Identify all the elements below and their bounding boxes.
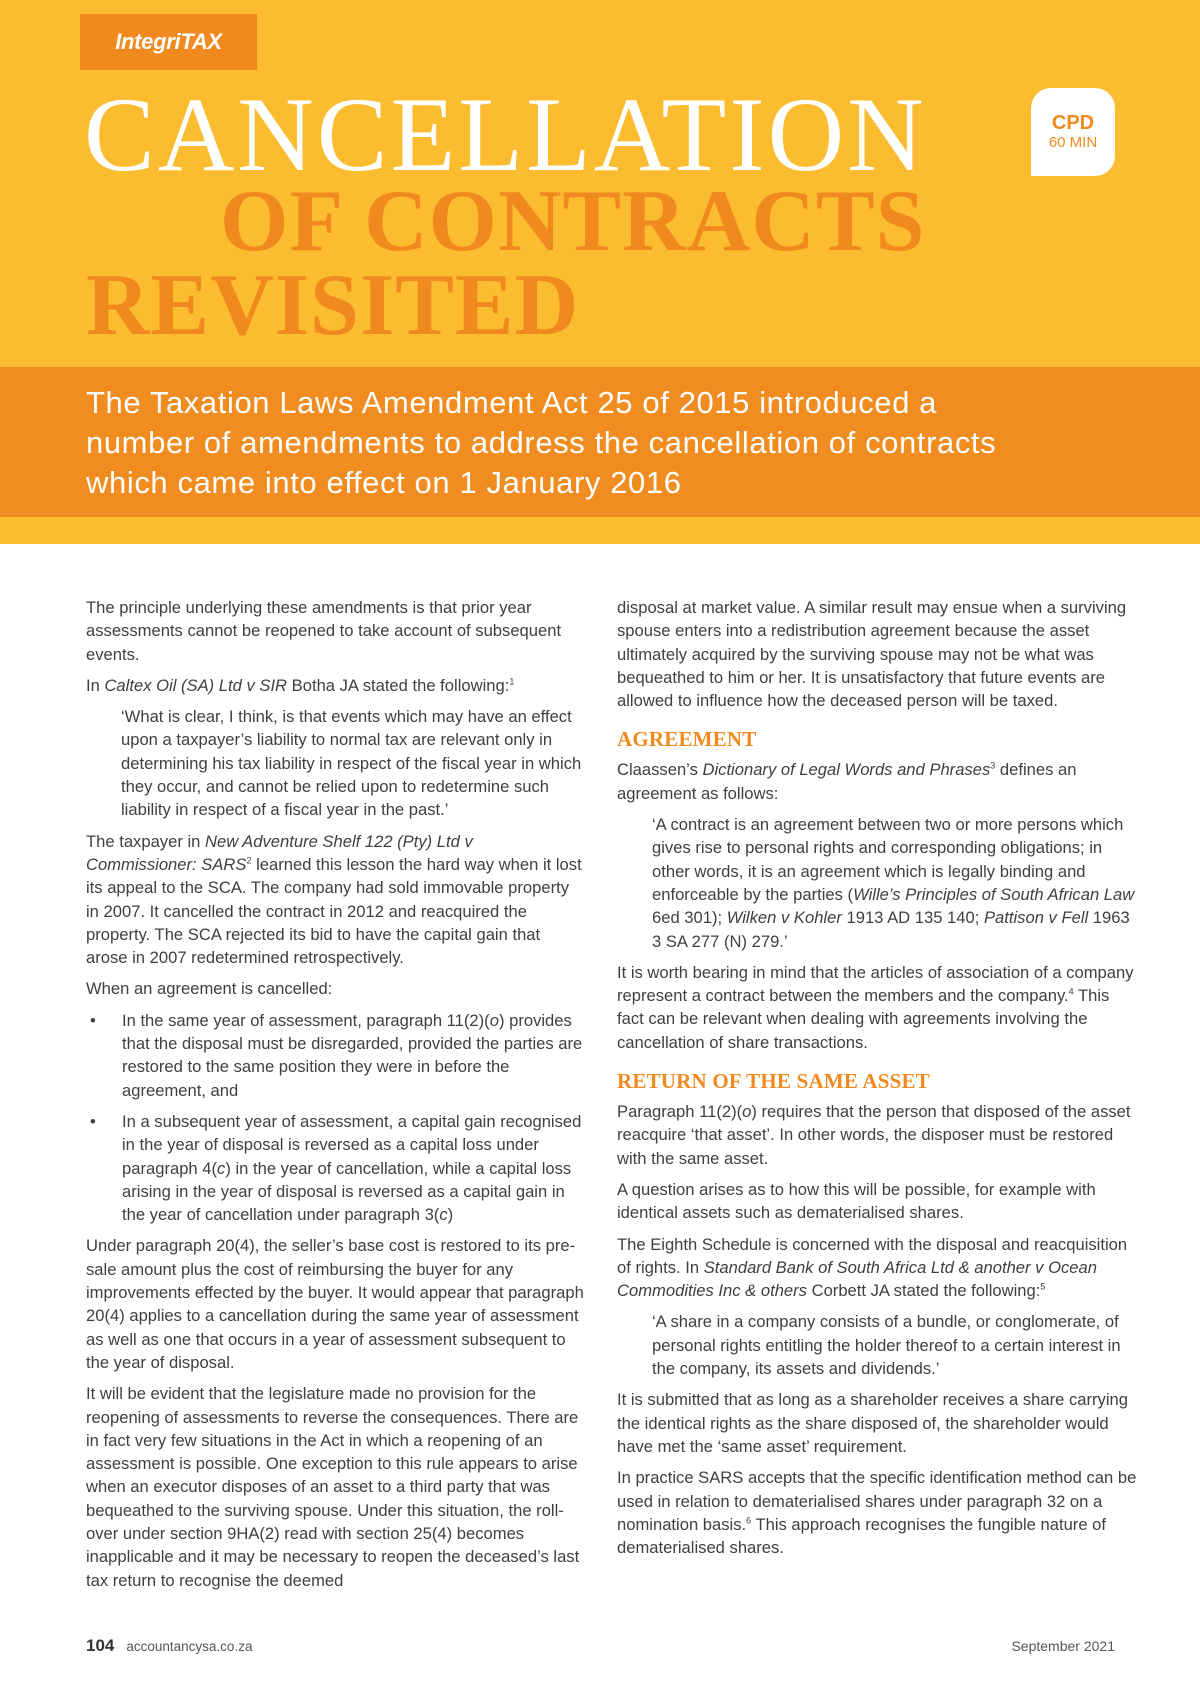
footnote-ref: 5 [1040, 1281, 1046, 1292]
bullet-icon: • [90, 1010, 96, 1030]
footnote-ref: 3 [990, 760, 996, 771]
cpd-badge [1031, 88, 1115, 176]
footnote-ref: 2 [246, 855, 252, 866]
paragraph: The principle underlying these amendments is that prior year assessments cannot be reopened to take account of subsequent events. [86, 598, 562, 664]
paragraph: It will be evident that the legislature made no provision for the reopening of assessments to reverse the consequences. There are in fact very few situations in the Act in which a reopening of an assessment is possible. One exception to this rule appears to arise when an executor disposes of an asset to a third party that was bequeathed to the surviving spouse. Under this situation, the roll-over under section 9HA(2) read with section 25(4) becomes inapplicable and it may be necessary to reopen the deceased’s last tax return to recognise the deemed [86, 1384, 580, 1590]
paragraph: The Eighth Schedule is concerned with the disposal and reacquisition of rights. In Standard Bank of South Africa Ltd & another v Ocean Commodities Inc & others Corbett JA stated the following:$^5$ [617, 1234, 1128, 1301]
bullet-icon: • [90, 1111, 96, 1131]
title-line-1: CANCELLATION [84, 76, 927, 193]
subheading [86, 383, 1166, 503]
list-item: • In a subsequent year of assessment, a capital gain recognised in the year of disposal is reversed as a capital loss under paragraph 4(c) in the year of cancellation, while a capital loss arising in the year of disposal is reversed as a capital gain in the year of cancellation under paragraph 3(c) [90, 1111, 582, 1225]
right-column [617, 596, 1137, 1567]
cpd-label: CPD [1051, 112, 1095, 134]
left-column [86, 596, 586, 1600]
paragraph: In practice SARS accepts that the specific identification method can be used in relation to dematerialised shares under paragraph 32 on a nomination basis.$^6$ This approach recognises the fungible nature of dematerialised shares. [617, 1468, 1137, 1558]
bullet-list [86, 1009, 586, 1227]
list-item: • In the same year of assessment, paragraph 11(2)(o) provides that the disposal must be disregarded, provided the parties are restored to the same position they were in before the agreement, and [90, 1010, 583, 1100]
section-heading-agreement: AGREEMENT [617, 727, 757, 752]
issue-date: September 2021 [1011, 1638, 1115, 1654]
case-name: Standard Bank of South Africa Ltd & another v Ocean Commodities Inc & others [617, 1257, 1097, 1301]
paragraph: Claassen’s Dictionary of Legal Words and Phrases$^3$ defines an agreement as follows: [617, 760, 1077, 803]
paragraph: It is worth bearing in mind that the articles of association of a company represent a contract between the members and the company.$^4$ This fact can be relevant when dealing with agreements involving the cancellation of share transactions. [617, 962, 1134, 1052]
subheading-line: which came into effect on 1 January 2016 [86, 465, 682, 500]
page-number: 104 [86, 1636, 115, 1655]
section-heading-return-of-same-asset: RETURN OF THE SAME ASSET [617, 1069, 930, 1094]
brand-logo [80, 14, 257, 70]
paragraph: disposal at market value. A similar result may ensue when a surviving spouse enters into a redistribution agreement because the asset ultimately acquired by the surviving spouse may not be what was bequeathed to him or her. It is unsatisfactory that future events are allowed to influence how the deceased person will be taxed. [617, 598, 1127, 711]
paragraph: Under paragraph 20(4), the seller’s base cost is restored to its pre-sale amount plus the cost of reimbursing the buyer for any improvements effected by the buyer. It would appear that paragraph 20(4) applies to a cancellation during the same year of assessment as well as one that occurs in a year of assessment subsequent to the year of disposal. [86, 1236, 584, 1372]
subheading-line: The Taxation Laws Amendment Act 25 of 2015 introduced a [86, 385, 938, 420]
block-quote: ‘What is clear, I think, is that events which may have an effect upon a taxpayer’s liability to normal tax are relevant only in determining his tax liability in respect of the fiscal year in which they occur, and cannot be relied upon to redetermine such liability in respect of a fiscal year in the past.’ [121, 707, 582, 820]
paragraph: When an agreement is cancelled: [86, 979, 333, 999]
page-footer-left [86, 1636, 252, 1656]
header-bottom-strip [0, 517, 1200, 544]
block-quote: ‘A share in a company consists of a bundle, or conglomerate, of personal rights entitling the holder thereof to a certain interest in the company, its assets and dividends.’ [652, 1312, 1121, 1379]
title-line-3: REVISITED [86, 257, 580, 354]
cpd-duration: 60 MIN [1048, 134, 1098, 151]
title-line-2: OF CONTRACTS [220, 173, 926, 270]
paragraph: The taxpayer in New Adventure Shelf 122 (Pty) Ltd v Commissioner: SARS$^2$ learned this lesson the hard way when it lost its appeal to the SCA. The company had sold immovable property in 2007. It cancelled the contract in 2012 and reacquired the property. The SCA rejected its bid to have the capital gain that arose in 2007 redetermined retrospectively. [86, 831, 582, 968]
case-name: New Adventure Shelf 122 (Pty) Ltd v Commissioner: SARS [86, 831, 473, 874]
subheading-line: number of amendments to address the cancellation of contracts [86, 425, 997, 460]
book-title: Dictionary of Legal Words and Phrases [702, 760, 991, 780]
block-quote: ‘A contract is an agreement between two or more persons which gives rise to personal rights and corresponding obligations; in other words, it is an agreement which is legally binding and enforceable by the parties (Wille’s Principles of South African Law 6ed 301); Wilken v Kohler 1913 AD 135 140; Pattison v Fell 1963 3 SA 277 (N) 279.’ [652, 815, 1135, 951]
footnote-ref: 4 [1068, 986, 1074, 997]
footnote-ref: 6 [746, 1515, 752, 1526]
website-url: accountancysa.co.za [126, 1639, 253, 1654]
paragraph: In Caltex Oil (SA) Ltd v SIR Botha JA stated the following:$^1$ [86, 675, 515, 695]
paragraph: It is submitted that as long as a shareholder receives a share carrying the identical rights as the share disposed of, the shareholder would have met the ‘same asset’ requirement. [617, 1390, 1128, 1456]
footnote-ref: 1 [509, 676, 515, 687]
paragraph: Paragraph 11(2)(o) requires that the person that disposed of the asset reacquire ‘that asset’. In other words, the disposer must be restored with the same asset. [617, 1102, 1131, 1168]
case-name: Caltex Oil (SA) Ltd v SIR [104, 675, 288, 695]
paragraph: A question arises as to how this will be possible, for example with identical assets such as dematerialised shares. [617, 1179, 1096, 1223]
brand-name: IntegriTAX [115, 29, 222, 54]
